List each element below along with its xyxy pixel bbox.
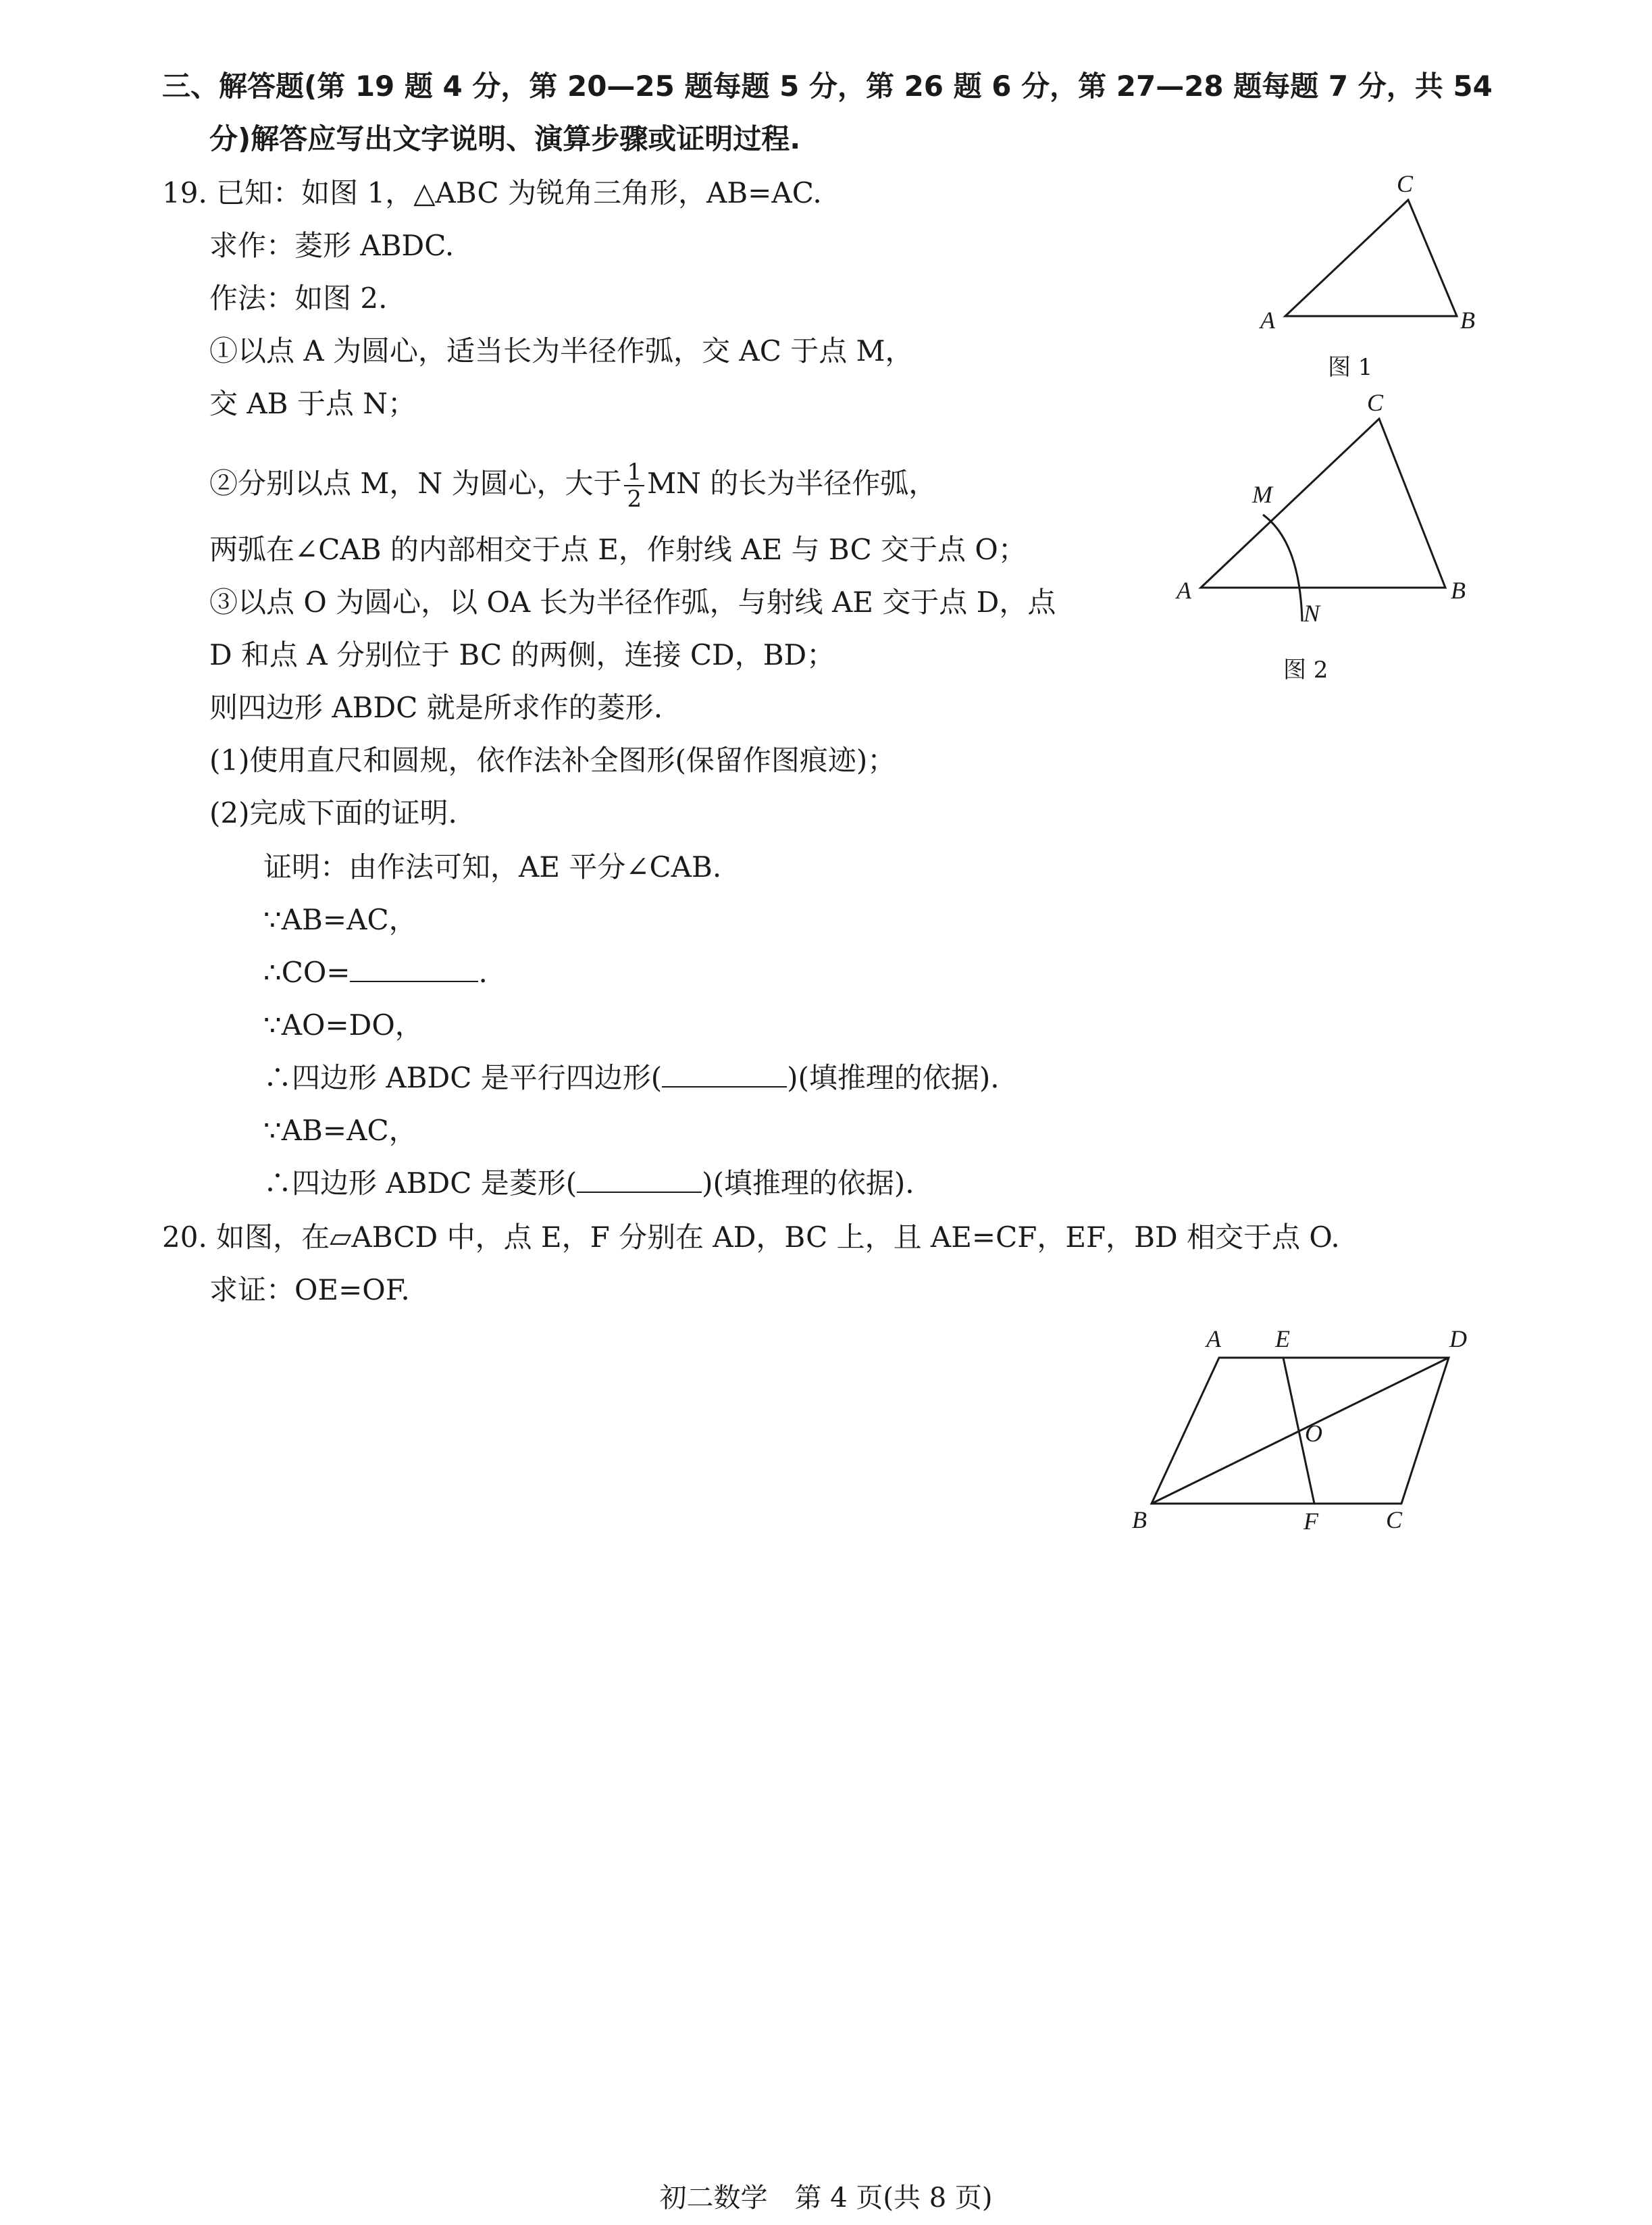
proof-line-2: ∵AB=AC，: [263, 903, 417, 936]
fig3-label-c: C: [1386, 1506, 1403, 1533]
q19-step3a: ③以点 O 为圆心，以 OA 长为半径作弧，与射线 AE 交于点 D，点: [209, 586, 1056, 619]
fig2-label-a: A: [1177, 577, 1191, 604]
fig2-label-b: B: [1451, 577, 1466, 604]
section-heading-line1: 三、解答题(第 19 题 4 分，第 20—25 题每题 5 分，第 26 题 6 分，第 27—28 题每题 7 分，共 54: [162, 70, 1493, 103]
fig3-label-d: D: [1449, 1325, 1467, 1352]
diagonal-bd: [1152, 1358, 1449, 1504]
fig3-label-a: A: [1206, 1325, 1221, 1352]
q19-step1a: ①以点 A 为圆心，适当长为半径作弧，交 AC 于点 M，: [209, 334, 914, 367]
proof-line-4: ∵AO=DO，: [263, 1008, 423, 1042]
page-footer: 初二数学 第 4 页(共 8 页): [659, 2182, 993, 2214]
fig3-label-e: E: [1275, 1325, 1290, 1352]
q19-given: 19. 已知：如图 1，△ABC 为锐角三角形，AB=AC.: [162, 176, 822, 209]
proof-line-5-tail: )(填推理的依据).: [787, 1061, 1000, 1094]
fig3-label-o: O: [1305, 1420, 1322, 1447]
q19-step2a: [209, 459, 937, 512]
proof-line-7-tail: )(填推理的依据).: [702, 1167, 914, 1200]
q19-method: 作法：如图 2.: [209, 282, 388, 315]
fig2-caption: 图 2: [1283, 657, 1328, 684]
proof-line-1: 证明：由作法可知，AE 平分∠CAB.: [263, 850, 722, 884]
fraction-half: [624, 459, 644, 512]
proof-line-7-text: ∴四边形 ABDC 是菱形(: [263, 1167, 577, 1200]
fig2-label-m: M: [1252, 481, 1272, 508]
q20-statement: 20. 如图，在▱ABCD 中，点 E，F 分别在 AD，BC 上，且 AE=CF，EF，BD 相交于点 O.: [162, 1221, 1340, 1254]
q20-prove: 求证：OE=OF.: [209, 1273, 410, 1306]
q19-step1b: 交 AB 于点 N；: [209, 387, 416, 420]
proof-line-5: [263, 1059, 1000, 1097]
triangle-abc: [1285, 200, 1457, 316]
fig1-label-a: A: [1260, 307, 1275, 334]
q19-part2: (2)完成下面的证明.: [209, 796, 457, 829]
fraction-denominator: 2: [627, 486, 642, 513]
proof-line-7: [263, 1165, 914, 1202]
q19-step2a-pre: ②分别以点 M，N 为圆心，大于: [209, 467, 622, 500]
figure-parallelogram: [1108, 1317, 1486, 1540]
fig3-label-f: F: [1303, 1508, 1318, 1535]
proof-line-3-text: ∴CO=: [263, 956, 351, 989]
fig1-label-c: C: [1397, 170, 1414, 197]
answer-blank-co[interactable]: [350, 955, 478, 982]
fig3-label-b: B: [1132, 1506, 1147, 1533]
proof-line-5-text: ∴四边形 ABDC 是平行四边形(: [263, 1061, 663, 1094]
q19-find: 求作：菱形 ABDC.: [209, 229, 455, 262]
fig2-label-c: C: [1367, 389, 1384, 416]
q19-step2b: 两弧在∠CAB 的内部相交于点 E，作射线 AE 与 BC 交于点 O；: [209, 533, 1027, 566]
fraction-numerator: 1: [624, 459, 644, 486]
q19-part1: (1)使用直尺和圆规，依作法补全图形(保留作图痕迹)；: [209, 744, 896, 777]
fig2-label-n: N: [1303, 600, 1320, 627]
fig1-caption: 图 1: [1328, 354, 1373, 381]
q19-step3b: D 和点 A 分别位于 BC 的两侧，连接 CD，BD；: [209, 638, 835, 671]
q19-conclusion: 则四边形 ABDC 就是所求作的菱形.: [209, 691, 663, 724]
proof-line-6: ∵AB=AC，: [263, 1114, 417, 1147]
q19-step2a-post: MN 的长为半径作弧，: [647, 467, 937, 500]
arc-mn: [1263, 515, 1302, 621]
triangle-abc-fig2: [1201, 419, 1445, 588]
proof-line-3-dot: .: [478, 956, 488, 989]
fig1-label-b: B: [1460, 307, 1475, 334]
figure-1: [1243, 169, 1499, 344]
figure-2: [1162, 385, 1486, 642]
answer-blank-rhombus-basis[interactable]: [577, 1166, 702, 1193]
section-heading-line2: 分)解答应写出文字说明、演算步骤或证明过程.: [209, 122, 801, 155]
answer-blank-parallelogram-basis[interactable]: [662, 1060, 787, 1088]
proof-line-3: [263, 954, 488, 992]
